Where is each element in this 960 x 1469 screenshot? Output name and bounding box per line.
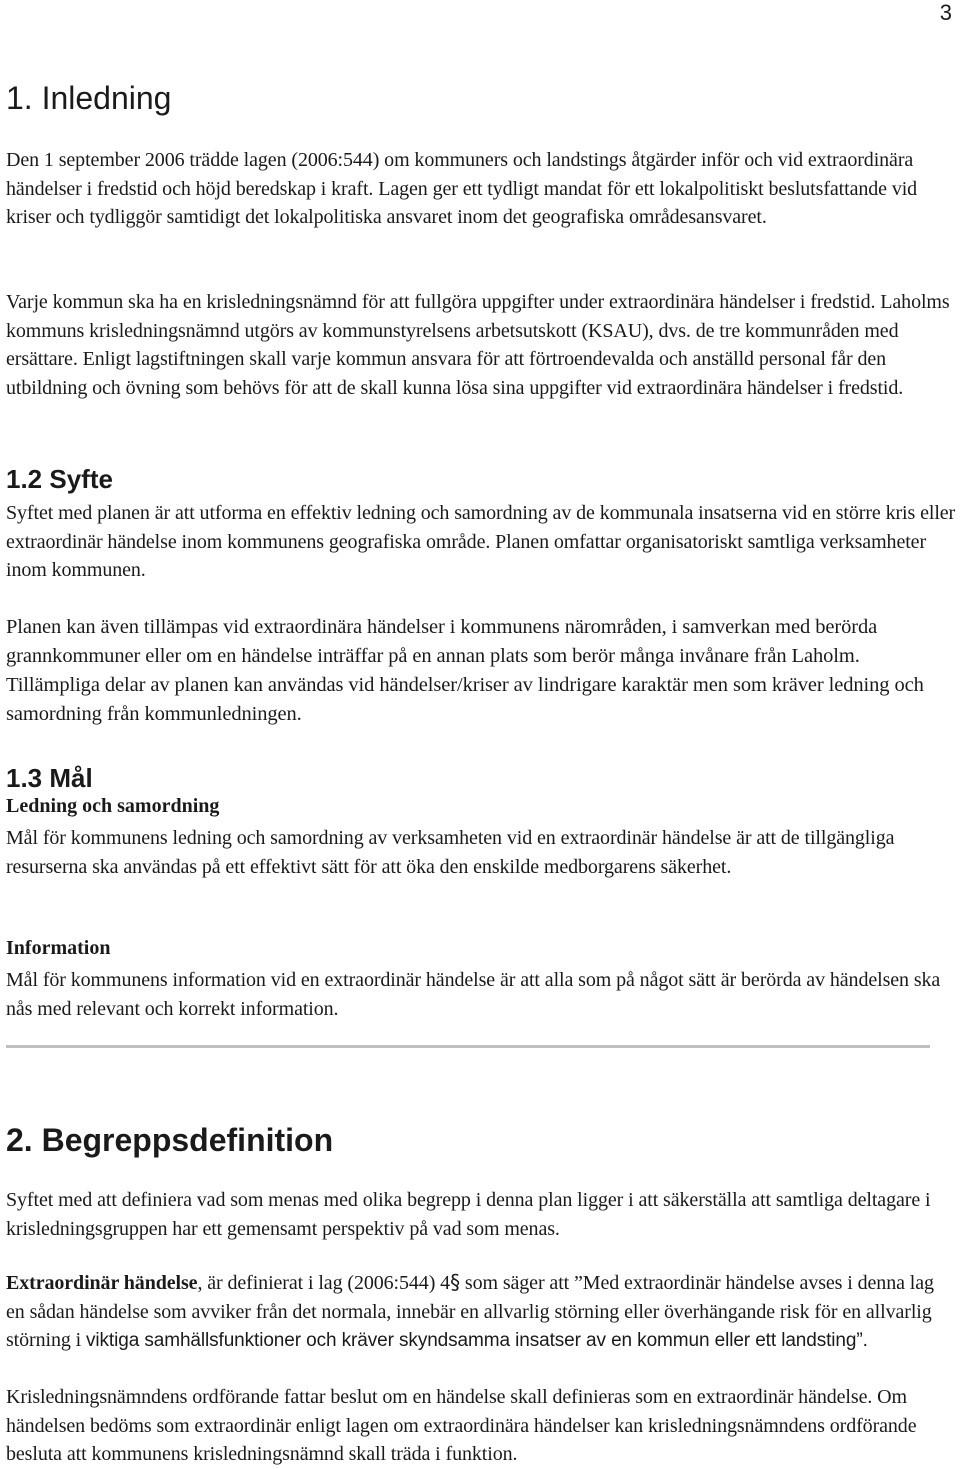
section-symbol: §	[450, 1270, 460, 1294]
paragraph-ordforande-beslut: Krisledningsnämndens ordförande fattar beslut om en händelse skall definieras som en extraordinär händelse. Om händelsen bedöms som extraordinär enligt lagen om extraordinära händelser kan krisledningsnämndens ordförande besluta att kommunens krisledningsnämnd skall träda i funktion.	[6, 1386, 917, 1465]
subheading-information: Information	[6, 937, 111, 959]
term-extraordinar-handelse: Extraordinär händelse	[6, 1272, 198, 1294]
paragraph-intro-law: Den 1 september 2006 trädde lagen (2006:544) om kommuners och landstings åtgärder inför och vid extraordinära händelser i fredstid och höjd beredskap i kraft. Lagen ger ett tydligt mandat för ett lokalpolitiskt beslutsfattande vid kriser och tydliggör samtidigt det lokalpolitiska ansvaret inom det geografiska områdesansvaret.	[6, 149, 918, 228]
section-divider	[6, 1045, 930, 1048]
section-heading-syfte: 1.2 Syfte	[6, 464, 113, 494]
subheading-ledning-samordning: Ledning och samordning	[6, 795, 220, 817]
paragraph-begrepp-syfte: Syftet med att definiera vad som menas med olika begrepp i denna plan ligger i att säkerställa att samtliga deltagare i krisledningsgruppen har ett gemensamt perspektiv på vad som menas.	[6, 1189, 931, 1240]
paragraph-ledning-mal: Mål för kommunens ledning och samordning av verksamheten vid en extraordinär händelse är att de tillgängliga resurserna ska användas på ett effektivt sätt för att öka den enskilde medborgarens säkerhet.	[6, 827, 895, 878]
page-number: 3	[939, 0, 952, 25]
section-heading-mal: 1.3 Mål	[6, 763, 93, 793]
paragraph-information-mal: Mål för kommunens information vid en extraordinär händelse är att alla som på något sätt är berörda av händelsen ska nås med relevant och korrekt information.	[6, 969, 941, 1020]
definition-text-2: som säger att ”Med extraordinär händelse avses i denna lag en sådan händelse som avviker från det normala, innebär en allvarlig störning eller överhängande risk för en allvarlig störning i	[6, 1272, 934, 1351]
paragraph-extraordinar-definition	[6, 1268, 956, 1356]
paragraph-krisledningsnamnd: Varje kommun ska ha en krisledningsnämnd för att fullgöra uppgifter under extraordinära händelser i fredstid. Laholms kommuns krisledningsnämnd utgörs av kommunstyrelsens arbetsutskott (KSAU), dvs. de tre kommunråden med ersättare. Enligt lagstiftningen skall varje kommun ansvara för att förtroendevalda och anställd personal får den utbildning och övning som behövs för att de skall kunna lösa sina uppgifter vid extraordinära händelser i fredstid.	[6, 291, 950, 399]
section-heading-inledning: 1. Inledning	[6, 80, 172, 116]
paragraph-syfte: Syftet med planen är att utforma en effektiv ledning och samordning av de kommunala insatserna vid en större kris eller extraordinär händelse inom kommunens geografiska område. Planen omfattar organisatoriskt samtliga verksamheter inom kommunen.	[6, 502, 956, 581]
paragraph-planen-tillampas: Planen kan även tillämpas vid extraordinära händelser i kommunens närområden, i samverkan med berörda grannkommuner eller om en händelse inträffar på en annan plats som berör många invånare från Laholm. Tillämpliga delar av planen kan användas vid händelser/kriser av lindrigare karaktär men som kräver ledning och samordning från kommunledningen.	[6, 616, 924, 725]
definition-text-1: , är definierat i lag (2006:544) 4	[197, 1272, 451, 1294]
definition-text-3: viktiga samhällsfunktioner och kräver skyndsamma insatser av en kommun eller ett landsting”.	[86, 1330, 868, 1351]
section-heading-begreppsdefinition: 2. Begreppsdefinition	[6, 1122, 334, 1158]
